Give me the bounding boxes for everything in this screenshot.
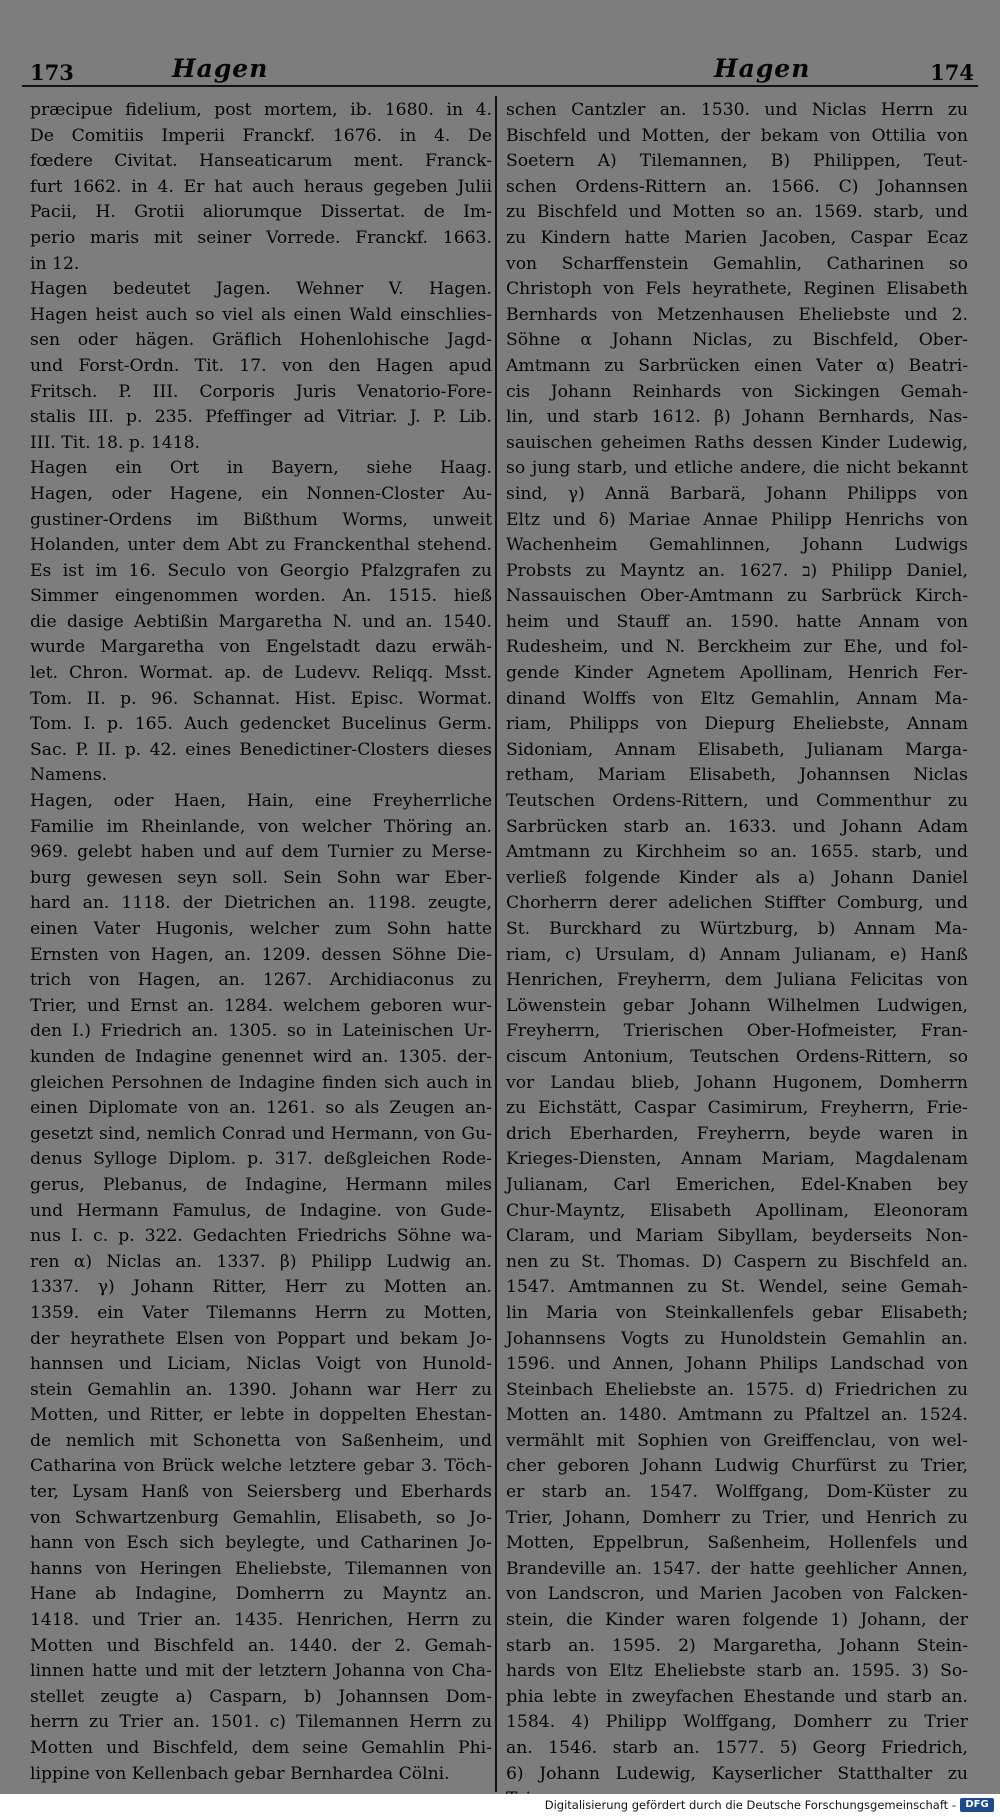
text-line: so jung starb, und etliche andere, die nicht bekannt <box>506 458 968 479</box>
text-line: 1359. ein Vater Tilemanns Herrn zu Motten, <box>30 1302 492 1323</box>
text-line: Hagen bedeutet Jagen. Wehner V. Hagen. <box>30 279 492 300</box>
footer-bar <box>0 1794 1000 1817</box>
text-line: drich Eberharden, Freyherrn, beyde waren in <box>506 1123 968 1144</box>
text-line: linnen hatte und mit der letztern Johanna von Cha- <box>30 1661 492 1682</box>
text-line: cis Johann Reinhards von Sickingen Gemah- <box>506 381 968 402</box>
text-line: Probsts zu Mayntz an. 1627. ב) Philipp Daniel, <box>506 560 968 581</box>
text-line: ter, Lysam Hanß von Seiersberg und Eberhards <box>30 1482 492 1503</box>
left-running-head: Hagen <box>172 54 269 83</box>
text-line: trich von Hagen, an. 1267. Archidiaconus zu <box>30 970 492 991</box>
text-line: Claram, und Mariam Sibyllam, beyderseits Non- <box>506 1226 968 1247</box>
text-line: in 12. <box>30 253 80 274</box>
text-line: sind, γ) Annä Barbarä, Johann Philipps von <box>506 483 968 504</box>
text-line: gende Kinder Agnetem Apollinam, Henrich Fer- <box>506 663 968 684</box>
text-line: Motten, und Ritter, er lebte in doppelten Ehestan- <box>30 1405 492 1426</box>
right-running-head: Hagen <box>714 54 811 83</box>
text-line: Steinbach Eheliebste an. 1575. d) Friedrichen zu <box>506 1379 968 1400</box>
text-line: und Hermann Famulus, de Indagine. von Gude- <box>30 1200 492 1221</box>
text-line: Tom. II. p. 96. Schannat. Hist. Episc. Wormat. <box>30 688 492 709</box>
text-line: 1547. Amtmannen zu St. Wendel, seine Gemah- <box>506 1277 968 1298</box>
header-rule <box>22 85 978 87</box>
text-line: er starb an. 1547. Wolffgang, Dom-Küster zu <box>506 1482 968 1503</box>
text-line: de nemlich mit Schonetta von Saßenheim, und <box>30 1430 492 1451</box>
text-line: Trier, und Ernst an. 1284. welchem geboren wur- <box>30 995 492 1016</box>
text-line: von Landscron, und Marien Jacoben von Falcken- <box>506 1584 968 1605</box>
text-line: Hane ab Indagine, Domherrn zu Mayntz an. <box>30 1584 492 1605</box>
text-line: Amtmann zu Kirchheim so an. 1655. starb, und <box>506 842 968 863</box>
text-line: hards von Eltz Eheliebste starb an. 1595. 3) So- <box>506 1661 968 1682</box>
text-line: von Schwartzenburg Gemahlin, Elisabeth, so Jo- <box>30 1507 492 1528</box>
text-line: fœdere Civitat. Hanseaticarum ment. Franck- <box>30 151 492 172</box>
text-line: einen Vater Hugonis, welcher zum Sohn hatte <box>30 919 492 939</box>
text-line: an. 1546. starb an. 1577. 5) Georg Friedrich, <box>506 1738 968 1758</box>
text-line: Hagen heist auch so viel als einen Wald einschlies- <box>30 304 492 325</box>
text-line: gerus, Plebanus, de Indagine, Hermann miles <box>30 1174 492 1195</box>
text-line: denus Sylloge Diplom. p. 317. deßgleichen Rode- <box>30 1149 492 1170</box>
text-line: schen Ordens-Rittern an. 1566. C) Johannsen <box>506 176 968 197</box>
text-line: Trier, Johann, Domherr zu Trier, und Henrich zu <box>506 1507 968 1528</box>
right-page-number: 174 <box>930 60 974 85</box>
text-line: 1584. 4) Philipp Wolffgang, Domherr zu Trier <box>506 1712 968 1733</box>
text-line: heim und Stauff an. 1590. hatte Annam von <box>506 611 968 632</box>
text-line: sen oder hägen. Gräflich Hohenlohische Jagd- <box>30 330 492 351</box>
text-line: Johannsens Vogts zu Hunoldstein Gemahlin an. <box>506 1328 968 1349</box>
text-line: Motten, Eppelbrun, Saßenheim, Hollenfels und <box>506 1533 968 1554</box>
text-line: cher geboren Johann Ludwig Churfürst zu Trier, <box>506 1456 968 1477</box>
text-line: 1337. γ) Johann Ritter, Herr zu Motten an. <box>30 1277 492 1298</box>
text-line: verließ folgende Kinder als a) Johann Daniel <box>506 867 968 888</box>
text-line: riam, c) Ursulam, d) Annam Julianam, e) Hanß <box>506 944 968 965</box>
text-line: phia lebte in zweyfachen Ehestande und starb an. <box>506 1686 968 1707</box>
text-line: sauischen geheimen Raths dessen Kinder Ludewig, <box>506 432 968 453</box>
text-line: ren α) Niclas an. 1337. β) Philipp Ludwig an. <box>30 1251 492 1272</box>
text-line: nen zu St. Thomas. D) Caspern zu Bischfeld an. <box>506 1251 968 1272</box>
text-line: einen Diplomate von an. 1261. so als Zeugen an- <box>30 1098 492 1119</box>
text-line: stalis III. p. 235. Pfeffinger ad Vitriar. J. P. Lib. <box>30 407 492 428</box>
text-line: nus I. c. p. 322. Gedachten Friedrichs Söhne wa- <box>30 1226 492 1247</box>
page-header <box>22 52 978 86</box>
text-line: Sac. P. II. p. 42. eines Benedictiner-Closters dieses <box>30 739 492 760</box>
text-line: Tom. I. p. 165. Auch gedencket Bucelinus Germ. <box>30 714 492 735</box>
text-line: starb an. 1595. 2) Margaretha, Johann Stein- <box>506 1635 968 1656</box>
text-line: Holanden, unter dem Abt zu Franckenthal stehend. <box>30 535 492 556</box>
text-line: St. Burckhard zu Würtzburg, b) Annam Ma- <box>506 919 968 939</box>
text-line: riam, Philipps von Diepurg Eheliebste, Annam <box>506 714 968 735</box>
text-line: stein Gemahlin an. 1390. Johann war Herr zu <box>30 1379 492 1400</box>
text-line: Bischfeld und Motten, der bekam von Ottilia von <box>506 125 968 146</box>
left-page-number: 173 <box>30 60 74 85</box>
text-line: Simmer eingenommen worden. An. 1515. hieß <box>30 586 492 607</box>
text-line: Catharina von Brück welche letztere gebar 3. Töch- <box>30 1456 492 1477</box>
text-line: Hagen, oder Hagene, ein Nonnen-Closter Au- <box>30 483 492 504</box>
text-line: Chorherrn derer adelichen Stiffter Comburg, und <box>506 893 968 914</box>
text-line: lin Maria von Steinkallenfels gebar Elisabeth; <box>506 1302 968 1323</box>
text-line: von Scharffenstein Gemahlin, Catharinen so <box>506 253 968 274</box>
text-line: Hagen, oder Haen, Hain, eine Freyherrliche <box>30 791 492 812</box>
text-line: lippine von Kellenbach gebar Bernhardea Cölni. <box>30 1763 450 1784</box>
text-line: De Comitiis Imperii Franckf. 1676. in 4. De <box>30 125 492 146</box>
text-line: Löwenstein gebar Johann Wilhelmen Ludwigen, <box>506 995 968 1016</box>
text-line: Christoph von Fels heyrathete, Reginen Elisabeth <box>506 279 968 300</box>
text-line: præcipue fidelium, post mortem, ib. 1680. in 4. <box>30 100 492 120</box>
text-line: gleichen Persohnen de Indagine finden sich auch in <box>30 1072 492 1093</box>
left-text-column <box>30 98 492 1790</box>
text-line: Teutschen Ordens-Rittern, und Commenthur zu <box>506 791 968 812</box>
text-line: 6) Johann Ludewig, Kayserlicher Statthalter zu <box>506 1763 968 1784</box>
funding-credit: Digitalisierung gefördert durch die Deutsche Forschungsgemeinschaft - <box>544 1798 956 1812</box>
text-line: ciscum Antonium, Teutschen Ordens-Rittern, so <box>506 1046 968 1067</box>
text-line: Pacii, H. Grotii aliorumque Dissertat. de Im- <box>30 202 492 223</box>
text-line: zu Kindern hatte Marien Jacoben, Caspar Ecaz <box>506 227 968 248</box>
text-line: Chur-Mayntz, Elisabeth Apollinam, Eleonoram <box>506 1200 968 1221</box>
text-line: hannsen und Liciam, Niclas Voigt von Hunold- <box>30 1354 492 1375</box>
text-line: retham, Mariam Elisabeth, Johannsen Niclas <box>506 765 968 786</box>
text-line: dinand Wolffs von Eltz Gemahlin, Annam Ma- <box>506 688 968 709</box>
text-line: hard an. 1118. der Dietrichen an. 1198. zeugte, <box>30 893 492 914</box>
text-line: Ernsten von Hagen, an. 1209. dessen Söhne Die- <box>30 944 492 965</box>
text-line: Brandeville an. 1547. der hatte geehlicher Annen, <box>506 1558 968 1579</box>
text-line: schen Cantzler an. 1530. und Niclas Herrn zu <box>506 100 968 120</box>
text-line: Soetern A) Tilemannen, B) Philippen, Teut- <box>506 151 968 172</box>
text-line: let. Chron. Wormat. ap. de Ludevv. Reliqq. Msst. <box>30 663 492 684</box>
text-line: Rudesheim, und N. Berckheim zur Ehe, und fol- <box>506 637 968 658</box>
text-line: vor Landau blieb, Johann Hugonem, Domherrn <box>506 1072 968 1093</box>
text-line: 1596. und Annen, Johann Philips Landschad von <box>506 1354 968 1375</box>
text-line: Julianam, Carl Emerichen, Edel-Knaben bey <box>506 1174 968 1195</box>
text-line: Freyherrn, Trierischen Ober-Hofmeister, Fran- <box>506 1021 968 1042</box>
text-line: Eltz und δ) Mariae Annae Philipp Henrichs von <box>506 509 968 530</box>
text-line: stein, die Kinder waren folgende 1) Johann, der <box>506 1610 968 1631</box>
right-text-column <box>506 98 968 1790</box>
text-line: gustiner-Ordens im Bißthum Worms, unweit <box>30 509 492 530</box>
text-line: Wachenheim Gemahlinnen, Johann Ludwigs <box>506 535 968 556</box>
text-line: III. Tit. 18. p. 1418. <box>30 432 201 453</box>
text-line: vermählt mit Sophien von Greiffenclau, von wel- <box>506 1430 968 1451</box>
text-line: Motten an. 1480. Amtmann zu Pfaltzel an. 1524. <box>506 1405 968 1426</box>
text-line: der heyrathete Elsen von Poppart und bekam Jo- <box>30 1328 492 1349</box>
text-line: den I.) Friedrich an. 1305. so in Lateinischen Ur- <box>30 1021 492 1042</box>
text-line: Es ist im 16. Seculo von Georgio Pfalzgrafen zu <box>30 560 492 581</box>
text-line: zu Bischfeld und Motten so an. 1569. starb, und <box>506 202 968 223</box>
text-line: kunden de Indagine genennet wird an. 1305. der- <box>30 1046 492 1067</box>
text-line: Namens. <box>30 765 108 786</box>
text-line: Krieges-Diensten, Annam Mariam, Magdalenam <box>506 1149 968 1170</box>
text-line: hanns von Heringen Eheliebste, Tilemannen von <box>30 1558 492 1579</box>
text-line: Nassauischen Ober-Amtmann zu Sarbrück Kirch- <box>506 586 968 607</box>
text-line: 1418. und Trier an. 1435. Henrichen, Herrn zu <box>30 1610 492 1631</box>
text-line: die dasige Aebtißin Margaretha N. und an. 1540. <box>30 611 492 632</box>
text-line: Fritsch. P. III. Corporis Juris Venatorio-Fore- <box>30 381 492 402</box>
text-line: zu Eichstätt, Caspar Casimirum, Freyherrn, Frie- <box>506 1098 968 1119</box>
text-line: Söhne α Johann Niclas, zu Bischfeld, Ober- <box>506 330 968 351</box>
text-line: Hagen ein Ort in Bayern, siehe Haag. <box>30 458 492 479</box>
text-line: wurde Margaretha von Engelstadt dazu erwäh- <box>30 637 492 658</box>
text-line: perio maris mit seiner Vorrede. Franckf. 1663. <box>30 227 492 248</box>
text-line: Sidoniam, Annam Elisabeth, Julianam Marga- <box>506 739 968 760</box>
text-line: furt 1662. in 4. Er hat auch heraus gegeben Julii <box>30 176 492 197</box>
text-line: Henrichen, Freyherrn, dem Juliana Felicitas von <box>506 970 968 991</box>
text-line: Bernhards von Metzenhausen Eheliebste und 2. <box>506 304 968 325</box>
text-line: Motten und Bischfeld, dem seine Gemahlin Phi- <box>30 1738 492 1758</box>
text-line: Amtmann zu Sarbrücken einen Vater α) Beatri- <box>506 355 968 376</box>
text-line: Familie im Rheinlande, von welcher Thöring an. <box>30 816 492 837</box>
text-line: hann von Esch sich beylegte, und Catharinen Jo- <box>30 1533 492 1554</box>
dfg-logo: DFG <box>960 1798 994 1812</box>
text-line: Sarbrücken starb an. 1633. und Johann Adam <box>506 816 968 837</box>
text-line: Motten und Bischfeld an. 1440. der 2. Gemah- <box>30 1635 492 1656</box>
text-line: gesetzt sind, nemlich Conrad und Hermann, von Gu- <box>30 1123 492 1144</box>
text-line: burg gewesen seyn soll. Sein Sohn war Eber- <box>30 867 492 888</box>
text-line: lin, und starb 1612. β) Johann Bernhards, Nas- <box>506 407 968 428</box>
text-line: und Forst-Ordn. Tit. 17. von den Hagen apud <box>30 355 492 376</box>
column-divider <box>495 96 497 1792</box>
text-line: stellet zeugte a) Casparn, b) Johannsen Dom- <box>30 1686 492 1707</box>
text-line: herrn zu Trier an. 1501. c) Tilemannen Herrn zu <box>30 1712 492 1733</box>
text-line: 969. gelebt haben und auf dem Turnier zu Merse- <box>30 842 492 863</box>
